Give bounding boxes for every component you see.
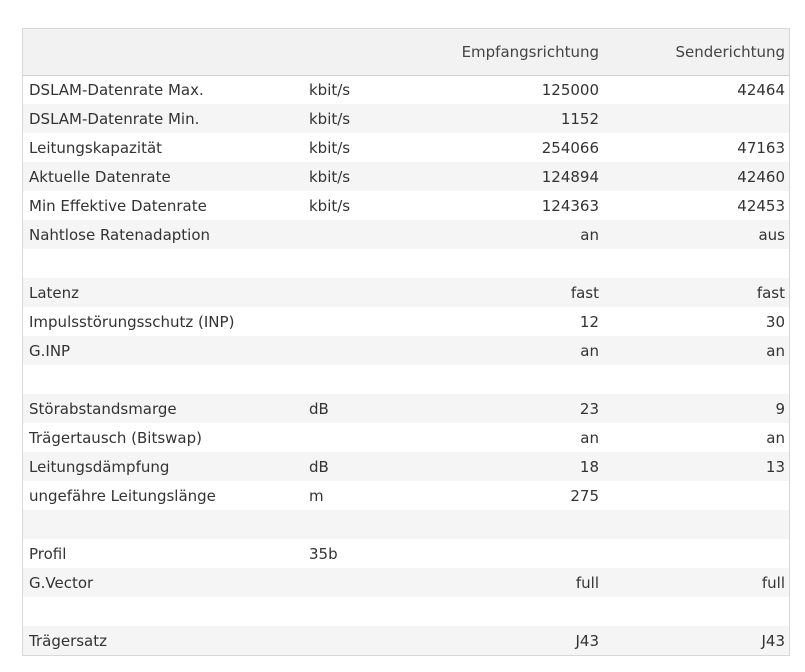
table-row bbox=[23, 423, 789, 452]
row-label: ungefähre Leitungslänge bbox=[29, 486, 216, 505]
row-downstream-value: an bbox=[580, 341, 599, 360]
row-unit: m bbox=[309, 486, 324, 505]
row-unit bbox=[303, 423, 425, 452]
row-label: Störabstandsmarge bbox=[29, 399, 177, 418]
table-row bbox=[23, 626, 789, 655]
header-label bbox=[23, 29, 303, 75]
table-row bbox=[23, 597, 789, 626]
row-upstream-value bbox=[603, 104, 789, 133]
row-label: Impulsstörungsschutz (INP) bbox=[29, 312, 235, 331]
row-unit: dB bbox=[309, 457, 329, 476]
table-body bbox=[23, 75, 789, 655]
row-label: G.INP bbox=[29, 341, 71, 360]
table-row bbox=[23, 452, 789, 481]
row-upstream-value: 42464 bbox=[737, 80, 785, 99]
table-row bbox=[23, 539, 789, 568]
table-row bbox=[23, 162, 789, 191]
table-row bbox=[23, 336, 789, 365]
table-row bbox=[23, 394, 789, 423]
row-downstream-value bbox=[425, 365, 603, 394]
row-unit: 35b bbox=[309, 544, 338, 563]
row-unit: kbit/s bbox=[309, 196, 351, 215]
row-unit: dB bbox=[309, 399, 329, 418]
row-upstream-value: J43 bbox=[761, 631, 785, 650]
row-unit bbox=[303, 278, 425, 307]
table-row bbox=[23, 481, 789, 510]
row-label: Leitungsdämpfung bbox=[29, 457, 170, 476]
row-downstream-value: fast bbox=[570, 283, 599, 302]
row-downstream-value bbox=[425, 597, 603, 626]
row-label: DSLAM-Datenrate Max. bbox=[29, 80, 204, 99]
table-row bbox=[23, 75, 789, 104]
row-label bbox=[23, 365, 303, 394]
row-label: Nahtlose Ratenadaption bbox=[29, 225, 211, 244]
row-unit: kbit/s bbox=[309, 109, 351, 128]
table-row bbox=[23, 133, 789, 162]
table-row bbox=[23, 249, 789, 278]
dsl-info-panel bbox=[22, 28, 790, 656]
row-label: Trägertausch (Bitswap) bbox=[29, 428, 202, 447]
table-row bbox=[23, 365, 789, 394]
row-upstream-value: full bbox=[761, 573, 785, 592]
row-downstream-value: 125000 bbox=[541, 80, 599, 99]
row-unit bbox=[303, 626, 425, 655]
row-label: G.Vector bbox=[29, 573, 94, 592]
dsl-info-table bbox=[23, 29, 789, 655]
row-upstream-value: aus bbox=[758, 225, 785, 244]
table-row bbox=[23, 191, 789, 220]
row-downstream-value bbox=[425, 510, 603, 539]
row-label bbox=[23, 510, 303, 539]
row-upstream-value: 42453 bbox=[737, 196, 785, 215]
row-downstream-value bbox=[425, 539, 603, 568]
row-label: Trägersatz bbox=[29, 631, 107, 650]
table-row bbox=[23, 307, 789, 336]
table-row bbox=[23, 510, 789, 539]
row-unit bbox=[303, 249, 425, 278]
row-unit: kbit/s bbox=[309, 138, 351, 157]
row-label: Leitungskapazität bbox=[29, 138, 163, 157]
row-downstream-value: 1152 bbox=[560, 109, 599, 128]
row-downstream-value: full bbox=[575, 573, 599, 592]
row-downstream-value: 124894 bbox=[541, 167, 599, 186]
row-label bbox=[23, 597, 303, 626]
row-upstream-value bbox=[603, 597, 789, 626]
row-downstream-value: 275 bbox=[570, 486, 599, 505]
row-downstream-value bbox=[425, 249, 603, 278]
row-upstream-value: 13 bbox=[765, 457, 785, 476]
row-downstream-value: an bbox=[580, 428, 599, 447]
row-unit: kbit/s bbox=[309, 167, 351, 186]
row-upstream-value bbox=[603, 249, 789, 278]
row-unit bbox=[303, 568, 425, 597]
row-label: Profil bbox=[29, 544, 67, 563]
row-upstream-value: fast bbox=[756, 283, 785, 302]
row-upstream-value bbox=[603, 539, 789, 568]
table-row bbox=[23, 220, 789, 249]
row-label: DSLAM-Datenrate Min. bbox=[29, 109, 200, 128]
row-unit bbox=[303, 510, 425, 539]
row-unit bbox=[303, 220, 425, 249]
row-upstream-value bbox=[603, 510, 789, 539]
row-downstream-value: 254066 bbox=[541, 138, 599, 157]
table-header-row bbox=[23, 29, 789, 75]
row-unit: kbit/s bbox=[309, 80, 351, 99]
row-downstream-value: 18 bbox=[579, 457, 599, 476]
header-upstream: Senderichtung bbox=[675, 42, 785, 61]
header-unit bbox=[303, 29, 425, 75]
row-downstream-value: J43 bbox=[575, 631, 599, 650]
row-upstream-value: 42460 bbox=[737, 167, 785, 186]
row-upstream-value bbox=[603, 481, 789, 510]
row-unit bbox=[303, 336, 425, 365]
table-row bbox=[23, 278, 789, 307]
row-unit bbox=[303, 365, 425, 394]
row-upstream-value: 30 bbox=[765, 312, 785, 331]
row-upstream-value: 47163 bbox=[737, 138, 785, 157]
row-upstream-value: an bbox=[766, 428, 785, 447]
table-row bbox=[23, 568, 789, 597]
row-downstream-value: 124363 bbox=[541, 196, 599, 215]
header-downstream: Empfangsrichtung bbox=[461, 42, 599, 61]
row-downstream-value: an bbox=[580, 225, 599, 244]
row-unit bbox=[303, 597, 425, 626]
row-label bbox=[23, 249, 303, 278]
row-upstream-value: 9 bbox=[775, 399, 785, 418]
row-downstream-value: 23 bbox=[579, 399, 599, 418]
row-downstream-value: 12 bbox=[579, 312, 599, 331]
table-row bbox=[23, 104, 789, 133]
row-unit bbox=[303, 307, 425, 336]
row-label: Min Effektive Datenrate bbox=[29, 196, 207, 215]
row-label: Latenz bbox=[29, 283, 80, 302]
row-label: Aktuelle Datenrate bbox=[29, 167, 171, 186]
row-upstream-value: an bbox=[766, 341, 785, 360]
row-upstream-value bbox=[603, 365, 789, 394]
